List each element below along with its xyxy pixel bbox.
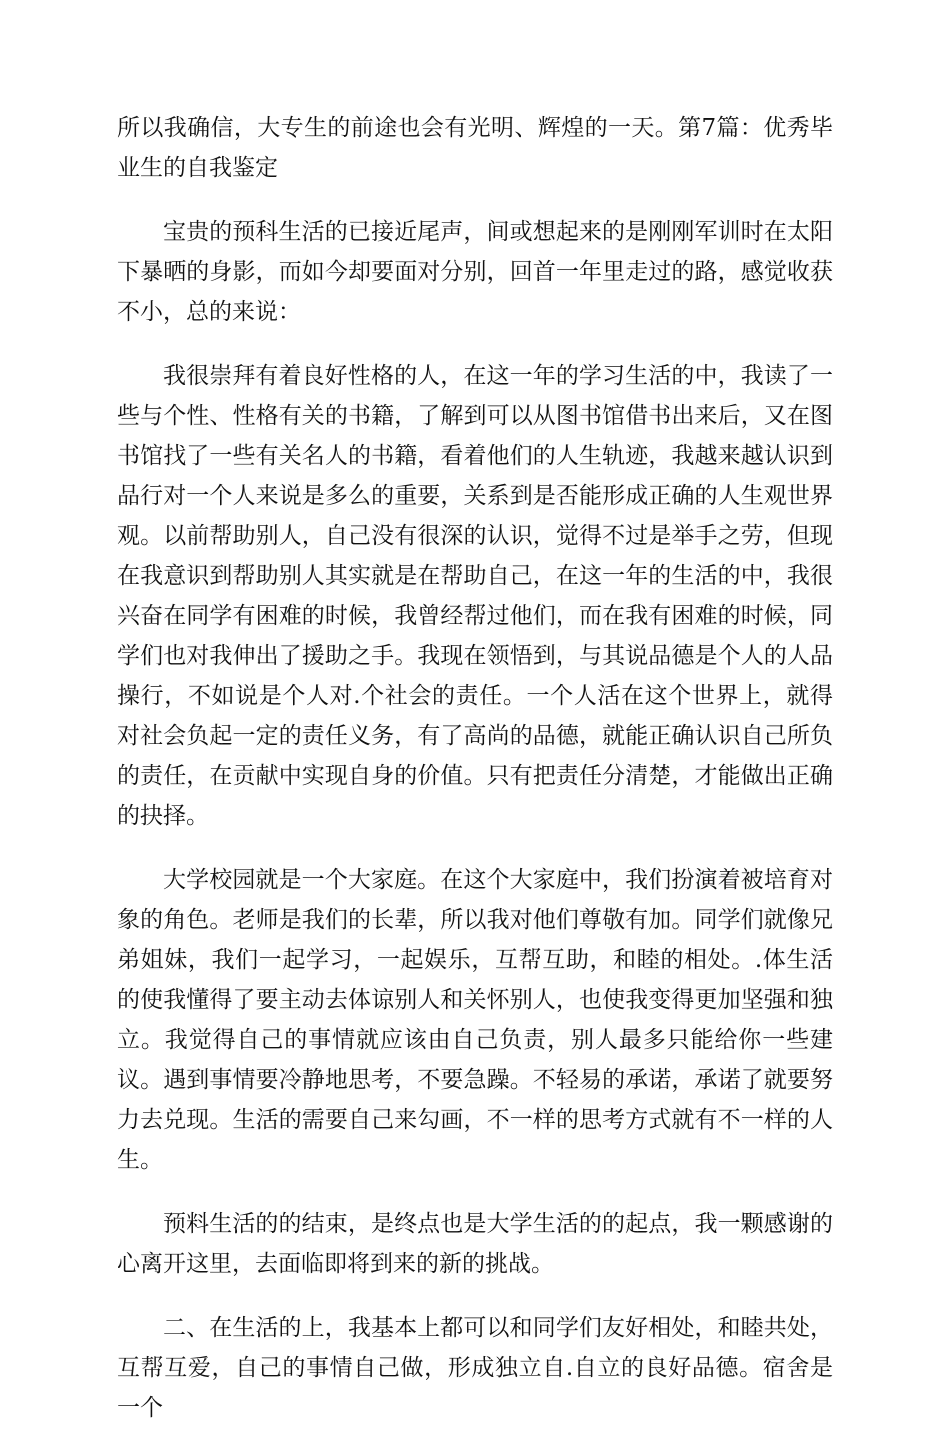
paragraph-continuation: 所以我确信，大专生的前途也会有光明、辉煌的一天。第7篇：优秀毕业生的自我鉴定 (117, 115, 833, 181)
paragraph-campus-family: 大学校园就是一个大家庭。在这个大家庭中，我们扮演着被培育对象的角色。老师是我们的长辈，所以我对他们尊敬有加。同学们就像兄弟姐妹，我们一起学习，一起娱乐，互帮互助，和睦的相处。.体生活的使我懂得了要主动去体谅别人和关怀别人，也使我变得更加坚强和独立。我觉得自己的事情就应该由自己负责，别人最多只能给你一些建议。遇到事情要冷静地思考，不要急躁。不轻易的承诺，承诺了就要努力去兑现。生活的需要自己来勾画，不一样的思考方式就有不一样的人生。 (117, 867, 833, 1173)
paragraph-life: 二、在生活的上，我基本上都可以和同学们友好相处，和睦共处，互帮互爱，自己的事情自己做，形成独立自.自立的良好品德。宿舍是一个 (117, 1315, 833, 1421)
paragraph-intro: 宝贵的预科生活的已接近尾声，间或想起来的是刚刚军训时在太阳下暴晒的身影，而如今却要面对分别，回首一年里走过的路，感觉收获不小，总的来说： (117, 219, 833, 325)
document-body (117, 108, 833, 1452)
paragraph-character: 我很崇拜有着良好性格的人，在这一年的学习生活的中，我读了一些与个性、性格有关的书籍，了解到可以从图书馆借书出来后，又在图书馆找了一些有关名人的书籍，看着他们的人生轨迹，我越来越认识到品行对一个人来说是多么的重要，关系到是否能形成正确的人生观世界观。以前帮助别人，自己没有很深的认识，觉得不过是举手之劳，但现在我意识到帮助别人其实就是在帮助自己，在这一年的生活的中，我很兴奋在同学有困难的时候，我曾经帮过他们，而在我有困难的时候，同学们也对我伸出了援助之手。我现在领悟到，与其说品德是个人的人品操行，不如说是个人对.个社会的责任。一个人活在这个世界上，就得对社会负起一定的责任义务，有了高尚的品德，就能正确认识自己所负的责任，在贡献中实现自身的价值。只有把责任分清楚，才能做出正确的抉择。 (117, 363, 833, 829)
paragraph-ending: 预料生活的的结束，是终点也是大学生活的的起点，我一颗感谢的心离开这里，去面临即将到来的新的挑战。 (117, 1211, 833, 1277)
